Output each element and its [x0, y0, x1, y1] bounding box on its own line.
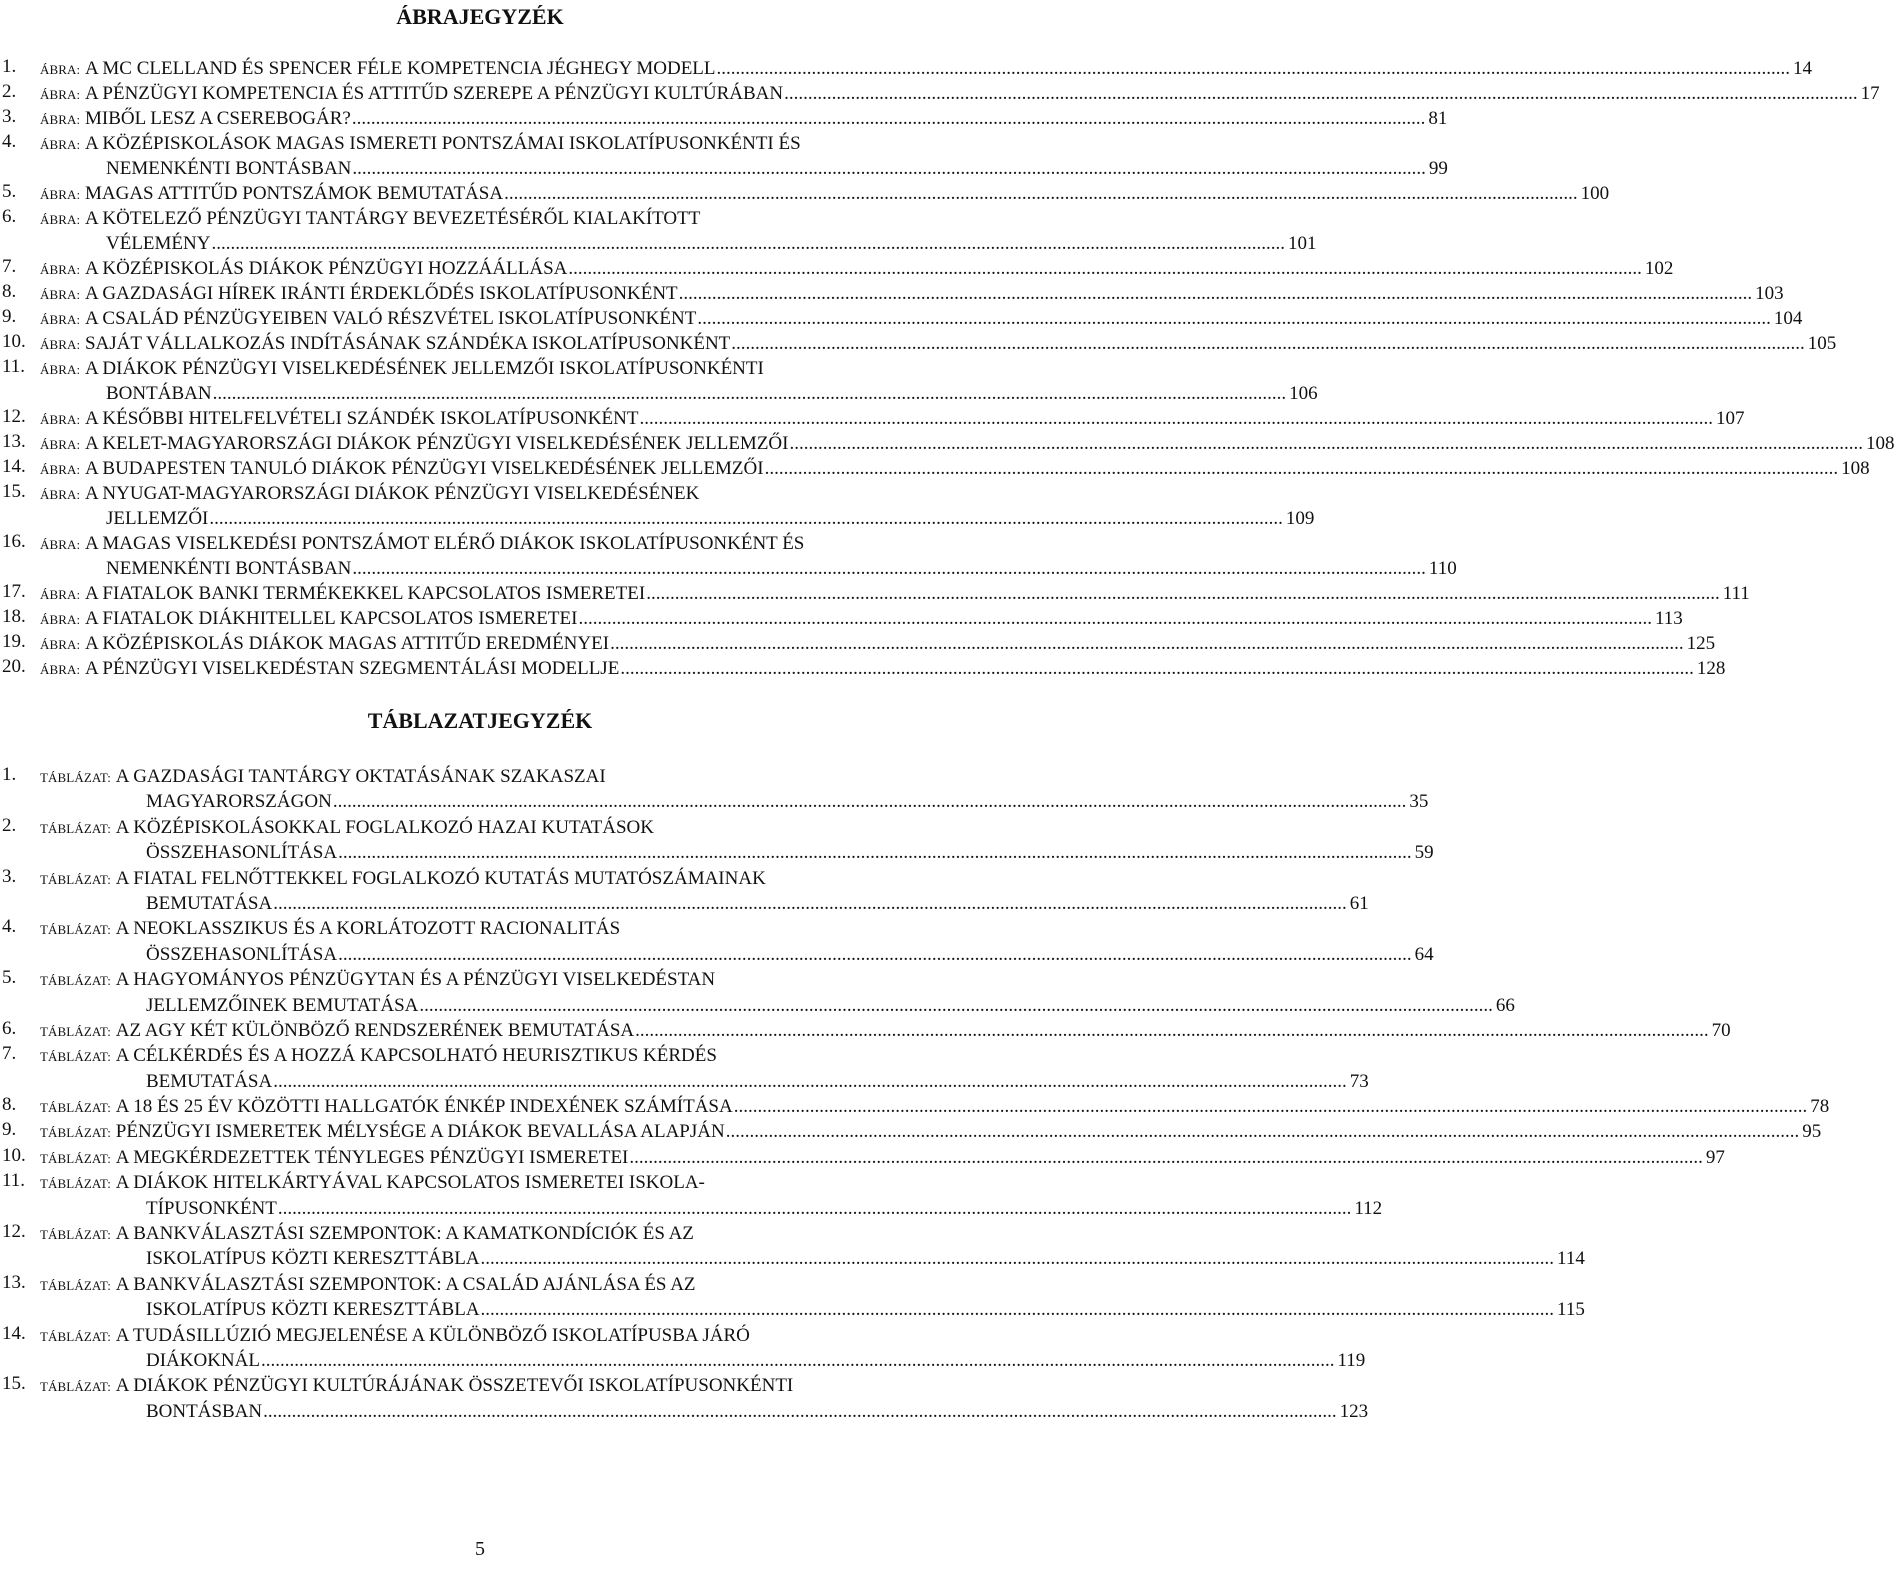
- entry-number: 17.: [2, 581, 26, 602]
- entry-body: [40, 456, 1872, 481]
- entry-page-number: 109: [1285, 508, 1315, 529]
- entry-number: 2.: [2, 814, 17, 836]
- entry-body: [40, 406, 1746, 431]
- toc-entry[interactable]: [0, 1017, 1731, 1043]
- entry-body: [40, 866, 1371, 917]
- entry-page-number: 95: [1802, 1121, 1822, 1143]
- entry-number: 19.: [2, 631, 26, 652]
- dot-leader: [784, 81, 1858, 106]
- entry-label: TÁBLÁZAT:: [40, 1150, 112, 1166]
- entry-label: ÁBRA:: [40, 137, 81, 152]
- tables-heading: TÁBLAZATJEGYZÉK: [367, 708, 593, 733]
- dot-leader: [635, 1018, 1709, 1043]
- entry-title: SAJÁT VÁLLALKOZÁS INDÍTÁSÁNAK SZÁNDÉKA ISKOLATÍPUSONKÉNT: [84, 333, 731, 354]
- dot-leader: [352, 156, 1426, 181]
- dot-leader: [629, 1145, 1703, 1170]
- dot-leader: [610, 631, 1684, 656]
- entry-label: ÁBRA:: [40, 412, 81, 427]
- entry-label: ÁBRA:: [40, 337, 81, 352]
- entry-number: 10.: [2, 1144, 26, 1166]
- entry-body: [40, 764, 1430, 815]
- entry-label: ÁBRA:: [40, 487, 81, 502]
- entry-title: NEMENKÉNTI BONTÁSBAN: [106, 158, 352, 179]
- dot-leader: [261, 1348, 1335, 1373]
- entry-number: 1.: [2, 764, 17, 785]
- toc-entry[interactable]: [0, 1373, 1369, 1424]
- entry-number: 10.: [2, 331, 26, 352]
- entry-title: A HAGYOMÁNYOS PÉNZÜGYTAN ÉS A PÉNZÜGYI VISELKEDÉSTAN: [115, 969, 716, 991]
- entry-title: A FIATAL FELNŐTTEKKEL FOGLALKOZÓ KUTATÁS MUTATÓSZÁMAINAK: [115, 867, 766, 889]
- entry-page-number: 102: [1644, 258, 1674, 279]
- dot-leader: [789, 431, 1863, 456]
- entry-title: MAGAS ATTITŰD PONTSZÁMOK BEMUTATÁSA: [84, 183, 504, 204]
- table-list: [0, 764, 1830, 1424]
- dot-leader: [481, 1246, 1555, 1271]
- dot-leader: [352, 556, 1426, 581]
- entry-number: 13.: [2, 1271, 26, 1293]
- entry-page-number: 35: [1409, 791, 1429, 813]
- entry-title: BEMUTATÁSA: [146, 892, 273, 914]
- entry-title: AZ AGY KÉT KÜLÖNBÖZŐ RENDSZERÉNEK BEMUTATÁSA: [115, 1019, 635, 1041]
- entry-title: A PÉNZÜGYI VISELKEDÉSTAN SZEGMENTÁLÁSI MODELLJE: [84, 658, 620, 679]
- toc-entry[interactable]: [0, 764, 1429, 815]
- entry-title: JELLEMZŐI: [106, 508, 209, 529]
- entry-body: [40, 81, 1882, 106]
- entry-title: A GAZDASÁGI HÍREK IRÁNTI ÉRDEKLŐDÉS ISKOLATÍPUSONKÉNT: [84, 283, 678, 304]
- dot-leader: [578, 606, 1652, 631]
- toc-entry[interactable]: [0, 1144, 1725, 1170]
- entry-body: [40, 916, 1436, 967]
- toc-entry[interactable]: [0, 456, 1870, 481]
- entry-title: A BANKVÁLASZTÁSI SZEMPONTOK: A CSALÁD AJÁNLÁSA ÉS AZ: [115, 1273, 696, 1295]
- entry-title: NEMENKÉNTI BONTÁSBAN: [106, 558, 352, 579]
- entry-label: TÁBLÁZAT:: [40, 922, 112, 938]
- entry-title: A KÖTELEZŐ PÉNZÜGYI TANTÁRGY BEVEZETÉSÉRŐL KIALAKÍTOTT: [84, 208, 701, 229]
- dot-leader: [639, 406, 1713, 431]
- entry-title: A CSALÁD PÉNZÜGYEIBEN VALÓ RÉSZVÉTEL ISKOLATÍPUSONKÉNT: [84, 308, 697, 329]
- entry-label: TÁBLÁZAT:: [40, 1277, 112, 1293]
- entry-page-number: 128: [1696, 658, 1726, 679]
- entry-number: 7.: [2, 1043, 17, 1065]
- toc-entry[interactable]: [0, 1043, 1369, 1094]
- entry-body: [40, 631, 1717, 656]
- dot-leader: [273, 891, 1347, 916]
- dot-leader: [333, 789, 1407, 814]
- toc-entry[interactable]: [0, 1119, 1822, 1144]
- entry-page-number: 114: [1557, 1248, 1585, 1270]
- entry-label: TÁBLÁZAT:: [40, 820, 112, 836]
- entry-number: 15.: [2, 481, 26, 502]
- toc-entry[interactable]: [0, 256, 1674, 281]
- entry-body: [40, 1170, 1384, 1221]
- toc-entry[interactable]: [0, 581, 1750, 606]
- entry-body: [40, 1323, 1367, 1374]
- figures-heading: ÁBRAJEGYZÉK: [396, 4, 564, 29]
- entry-number: 12.: [2, 406, 26, 427]
- toc-entry[interactable]: [0, 406, 1745, 431]
- entry-number: 16.: [2, 531, 26, 552]
- entry-number: 5.: [2, 181, 17, 202]
- entry-number: 11.: [2, 1170, 26, 1192]
- figure-list: [0, 56, 1895, 681]
- entry-body: [40, 1373, 1370, 1424]
- toc-entry[interactable]: [0, 106, 1448, 131]
- entry-title: A KÖZÉPISKOLÁSOKKAL FOGLALKOZÓ HAZAI KUTATÁSOK: [115, 816, 654, 838]
- entry-label: ÁBRA:: [40, 212, 81, 227]
- entry-number: 13.: [2, 431, 26, 452]
- entry-body: [40, 431, 1896, 456]
- toc-entry[interactable]: [0, 1221, 1585, 1272]
- entry-page-number: 66: [1495, 994, 1515, 1016]
- toc-entry[interactable]: [0, 331, 1837, 356]
- entry-title: A KELET-MAGYARORSZÁGI DIÁKOK PÉNZÜGYI VISELKEDÉSÉNEK JELLEMZŐI: [84, 433, 789, 454]
- entry-body: [40, 1221, 1587, 1272]
- toc-entry[interactable]: [0, 865, 1369, 917]
- dot-leader: [352, 106, 1426, 131]
- toc-entry[interactable]: [0, 181, 1610, 206]
- dot-leader: [504, 181, 1578, 206]
- dot-leader: [734, 1094, 1808, 1119]
- entry-title: A FIATALOK BANKI TERMÉKEKKEL KAPCSOLATOS ISMERETEI: [84, 583, 646, 604]
- entry-title: A BUDAPESTEN TANULÓ DIÁKOK PÉNZÜGYI VISELKEDÉSÉNEK JELLEMZŐI: [84, 458, 764, 479]
- entry-page-number: 108: [1865, 433, 1895, 454]
- entry-title: A DIÁKOK PÉNZÜGYI VISELKEDÉSÉNEK JELLEMZŐI ISKOLATÍPUSONKÉNTI: [84, 358, 764, 379]
- entry-body: [40, 181, 1611, 206]
- entry-title: ÖSSZEHASONLÍTÁSA: [146, 842, 338, 864]
- entry-number: 9.: [2, 306, 17, 327]
- entry-label: ÁBRA:: [40, 187, 81, 202]
- entry-title: ISKOLATÍPUS KÖZTI KERESZTTÁBLA: [146, 1299, 480, 1321]
- entry-number: 4.: [2, 916, 17, 938]
- entry-number: 7.: [2, 256, 17, 277]
- toc-entry[interactable]: [0, 916, 1434, 967]
- dot-leader: [481, 1297, 1555, 1322]
- entry-body: [40, 1119, 1823, 1144]
- entry-number: 20.: [2, 656, 26, 677]
- entry-page-number: 111: [1722, 583, 1750, 604]
- entry-title: A NYUGAT-MAGYARORSZÁGI DIÁKOK PÉNZÜGYI VISELKEDÉSÉNEK: [84, 483, 700, 504]
- entry-page-number: 113: [1654, 608, 1683, 629]
- entry-page-number: 115: [1557, 1299, 1585, 1321]
- entry-body: [40, 1043, 1371, 1094]
- entry-page-number: 107: [1715, 408, 1745, 429]
- entry-label: ÁBRA:: [40, 437, 81, 452]
- entry-body: [40, 106, 1449, 131]
- toc-entry[interactable]: [0, 631, 1716, 656]
- dot-leader: [731, 331, 1805, 356]
- toc-entry[interactable]: [0, 531, 1457, 581]
- toc-entry[interactable]: [0, 131, 1448, 181]
- entry-number: 4.: [2, 131, 17, 152]
- entry-title: A CÉLKÉRDÉS ÉS A HOZZÁ KAPCSOLHATÓ HEURISZTIKUS KÉRDÉS: [115, 1045, 717, 1067]
- entry-body: [40, 331, 1838, 356]
- entry-title: VÉLEMÉNY: [106, 233, 211, 254]
- entry-page-number: 112: [1354, 1197, 1383, 1219]
- dot-leader: [211, 231, 1285, 256]
- entry-body: [40, 356, 1320, 406]
- entry-title: A 18 ÉS 25 ÉV KÖZÖTTI HALLGATÓK ÉNKÉP INDEXÉNEK SZÁMÍTÁSA: [115, 1096, 733, 1118]
- entry-label: TÁBLÁZAT:: [40, 973, 112, 989]
- toc-entry[interactable]: [0, 1094, 1830, 1119]
- entry-label: TÁBLÁZAT:: [40, 871, 112, 887]
- entry-title: A KÖZÉPISKOLÁSOK MAGAS ISMERETI PONTSZÁMAI ISKOLATÍPUSONKÉNTI ÉS: [84, 133, 801, 154]
- entry-title: BONTÁSBAN: [146, 1400, 263, 1422]
- entry-number: 11.: [2, 356, 26, 377]
- entry-label: ÁBRA:: [40, 462, 81, 477]
- dot-leader: [697, 306, 1771, 331]
- entry-title: A GAZDASÁGI TANTÁRGY OKTATÁSÁNAK SZAKASZAI: [115, 766, 606, 787]
- entry-number: 2.: [2, 81, 17, 102]
- entry-title: A MEGKÉRDEZETTEK TÉNYLEGES PÉNZÜGYI ISMERETEI: [115, 1146, 629, 1168]
- entry-page-number: 14: [1793, 58, 1813, 79]
- toc-entry[interactable]: [0, 356, 1318, 406]
- dot-leader: [209, 506, 1283, 531]
- entry-body: [40, 131, 1450, 181]
- toc-entry[interactable]: [0, 967, 1515, 1018]
- entry-label: ÁBRA:: [40, 587, 81, 602]
- entry-label: TÁBLÁZAT:: [40, 1176, 112, 1192]
- entry-title: ISKOLATÍPUS KÖZTI KERESZTTÁBLA: [146, 1248, 480, 1270]
- dot-leader: [278, 1196, 1352, 1221]
- entry-title: A NEOKLASSZIKUS ÉS A KORLÁTOZOTT RACIONALITÁS: [115, 918, 621, 940]
- entry-page-number: 97: [1705, 1146, 1725, 1168]
- dot-leader: [338, 942, 1412, 967]
- entry-title: A BANKVÁLASZTÁSI SZEMPONTOK: A KAMATKONDÍCIÓK ÉS AZ: [115, 1223, 694, 1245]
- entry-body: [40, 481, 1316, 531]
- entry-number: 18.: [2, 606, 26, 627]
- dot-leader: [726, 1119, 1800, 1144]
- entry-title: A MAGAS VISELKEDÉSI PONTSZÁMOT ELÉRŐ DIÁKOK ISKOLATÍPUSONKÉNT ÉS: [84, 533, 805, 554]
- entry-page-number: 125: [1686, 633, 1716, 654]
- toc-entry[interactable]: [0, 814, 1434, 866]
- toc-entry[interactable]: [0, 606, 1683, 631]
- entry-body: [40, 581, 1752, 606]
- entry-label: TÁBLÁZAT:: [40, 1100, 112, 1116]
- entry-number: 8.: [2, 1094, 17, 1116]
- entry-title: MIBŐL LESZ A CSEREBOGÁR?: [84, 108, 351, 129]
- dot-leader: [263, 1399, 1337, 1424]
- toc-entry[interactable]: [0, 1322, 1366, 1374]
- entry-page-number: 99: [1428, 158, 1448, 179]
- entry-number: 12.: [2, 1221, 26, 1243]
- entry-page-number: 59: [1414, 842, 1434, 864]
- toc-entry[interactable]: [0, 481, 1315, 531]
- entry-page-number: 106: [1289, 383, 1318, 404]
- toc-entry[interactable]: [0, 281, 1784, 306]
- entry-page-number: 61: [1349, 892, 1369, 914]
- entry-label: ÁBRA:: [40, 62, 81, 77]
- entry-label: TÁBLÁZAT:: [40, 770, 112, 785]
- entry-title: A DIÁKOK HITELKÁRTYÁVAL KAPCSOLATOS ISMERETEI ISKOLA-: [115, 1172, 705, 1194]
- dot-leader: [679, 281, 1753, 306]
- entry-label: TÁBLÁZAT:: [40, 1023, 112, 1039]
- entry-title: A MC CLELLAND ÉS SPENCER FÉLE KOMPETENCIA JÉGHEGY MODELL: [84, 58, 716, 79]
- dot-leader: [273, 1069, 1347, 1094]
- entry-number: 5.: [2, 967, 17, 989]
- entry-body: [40, 1145, 1727, 1170]
- entry-number: 3.: [2, 106, 17, 127]
- entry-label: ÁBRA:: [40, 112, 81, 127]
- entry-page-number: 105: [1807, 333, 1837, 354]
- entry-page-number: 110: [1428, 558, 1457, 579]
- entry-body: [40, 815, 1436, 866]
- entry-page-number: 123: [1339, 1400, 1369, 1422]
- entry-label: TÁBLÁZAT:: [40, 1227, 112, 1243]
- entry-title: JELLEMZŐINEK BEMUTATÁSA: [146, 994, 419, 1016]
- entry-page-number: 108: [1841, 458, 1870, 479]
- entry-body: [40, 656, 1727, 681]
- entry-number: 6.: [2, 206, 17, 227]
- entry-number: 14.: [2, 456, 26, 477]
- entry-label: ÁBRA:: [40, 612, 81, 627]
- entry-title: A KÉSŐBBI HITELFELVÉTELI SZÁNDÉK ISKOLATÍPUSONKÉNT: [84, 408, 639, 429]
- entry-label: ÁBRA:: [40, 287, 81, 302]
- entry-title: A KÖZÉPISKOLÁS DIÁKOK PÉNZÜGYI HOZZÁÁLLÁSA: [84, 258, 568, 279]
- dot-leader: [213, 381, 1287, 406]
- entry-title: ÖSSZEHASONLÍTÁSA: [146, 943, 338, 965]
- entry-label: ÁBRA:: [40, 87, 81, 102]
- toc-entry[interactable]: [0, 656, 1726, 681]
- entry-body: [40, 1018, 1733, 1043]
- entry-body: [40, 1272, 1587, 1323]
- dot-leader: [620, 656, 1694, 681]
- entry-body: [40, 1094, 1831, 1119]
- entry-page-number: 103: [1755, 283, 1784, 304]
- entry-number: 8.: [2, 281, 17, 302]
- dot-leader: [419, 993, 1493, 1018]
- entry-title: A DIÁKOK PÉNZÜGYI KULTÚRÁJÁNAK ÖSSZETEVŐI ISKOLATÍPUSONKÉNTI: [115, 1375, 794, 1397]
- entry-body: [40, 281, 1786, 306]
- entry-label: ÁBRA:: [40, 362, 81, 377]
- toc-entry[interactable]: [0, 56, 1813, 81]
- toc-entry[interactable]: [0, 81, 1880, 106]
- entry-page-number: 104: [1773, 308, 1803, 329]
- entry-page-number: 78: [1810, 1096, 1830, 1118]
- entry-label: TÁBLÁZAT:: [40, 1049, 112, 1065]
- entry-body: [40, 967, 1517, 1018]
- entry-number: 6.: [2, 1017, 17, 1039]
- entry-page-number: 17: [1860, 83, 1880, 104]
- entry-title: A KÖZÉPISKOLÁS DIÁKOK MAGAS ATTITŰD EREDMÉNYEI: [84, 633, 610, 654]
- entry-label: ÁBRA:: [40, 537, 81, 552]
- entry-title: DIÁKOKNÁL: [146, 1349, 260, 1371]
- entry-label: ÁBRA:: [40, 312, 81, 327]
- entry-label: ÁBRA:: [40, 262, 81, 277]
- entry-page-number: 64: [1414, 943, 1434, 965]
- dot-leader: [717, 56, 1791, 81]
- entry-number: 9.: [2, 1119, 17, 1141]
- entry-title: A PÉNZÜGYI KOMPETENCIA ÉS ATTITŰD SZEREPE A PÉNZÜGYI KULTÚRÁBAN: [84, 83, 784, 104]
- entry-page-number: 73: [1349, 1070, 1369, 1092]
- entry-page-number: 101: [1287, 233, 1317, 254]
- entry-title: BONTÁBAN: [106, 383, 212, 404]
- entry-page-number: 81: [1428, 108, 1448, 129]
- entry-body: [40, 256, 1675, 281]
- entry-title: BEMUTATÁSA: [146, 1070, 273, 1092]
- entry-number: 3.: [2, 865, 17, 887]
- entry-label: TÁBLÁZAT:: [40, 1125, 112, 1141]
- entry-title: A FIATALOK DIÁKHITELLEL KAPCSOLATOS ISMERETEI: [84, 608, 578, 629]
- entry-label: TÁBLÁZAT:: [40, 1379, 112, 1395]
- entry-label: ÁBRA:: [40, 637, 81, 652]
- toc-entry[interactable]: [0, 306, 1803, 331]
- entry-body: [40, 206, 1318, 256]
- dot-leader: [568, 256, 1642, 281]
- toc-entry[interactable]: [0, 1170, 1383, 1221]
- entry-body: [40, 56, 1814, 81]
- entry-title: TÍPUSONKÉNT: [146, 1197, 277, 1219]
- toc-entry[interactable]: [0, 431, 1895, 456]
- dot-leader: [646, 581, 1720, 606]
- toc-entry[interactable]: [0, 206, 1317, 256]
- dot-leader: [765, 456, 1839, 481]
- entry-body: [40, 306, 1804, 331]
- entry-title: MAGYARORSZÁGON: [146, 791, 332, 813]
- toc-entry[interactable]: [0, 1271, 1585, 1323]
- entry-title: PÉNZÜGYI ISMERETEK MÉLYSÉGE A DIÁKOK BEVALLÁSA ALAPJÁN: [115, 1121, 725, 1143]
- entry-page-number: 70: [1711, 1019, 1731, 1041]
- entry-body: [40, 531, 1459, 581]
- entry-number: 14.: [2, 1322, 26, 1344]
- entry-title: A TUDÁSILLÚZIÓ MEGJELENÉSE A KÜLÖNBÖZŐ ISKOLATÍPUSBA JÁRÓ: [115, 1324, 750, 1346]
- entry-label: TÁBLÁZAT:: [40, 1328, 112, 1344]
- page-number: 5: [475, 1538, 485, 1560]
- entry-page-number: 100: [1580, 183, 1610, 204]
- entry-number: 1.: [2, 56, 17, 77]
- entry-body: [40, 606, 1685, 631]
- entry-label: ÁBRA:: [40, 662, 81, 677]
- entry-page-number: 119: [1337, 1349, 1366, 1371]
- entry-number: 15.: [2, 1373, 26, 1395]
- dot-leader: [338, 840, 1412, 865]
